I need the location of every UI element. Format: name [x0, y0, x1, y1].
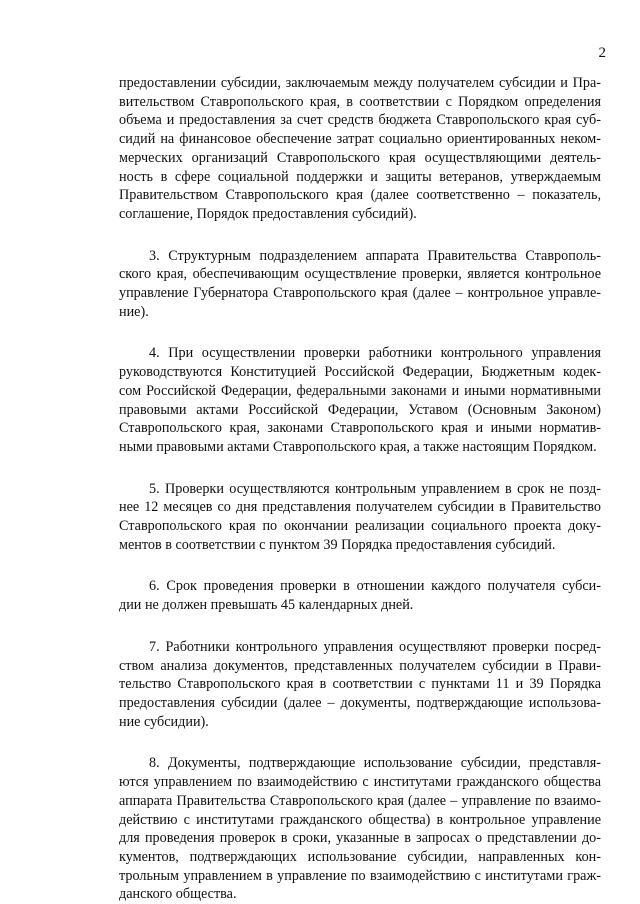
text-line: Ставропольского края по окончании реализации социального проекта доку- — [119, 518, 601, 535]
text-line: ментов в соответствии с пунктом 39 Порядка предоставления субсидий. — [119, 536, 556, 553]
text-line: дии не должен превышать 45 календарных дней. — [119, 597, 414, 614]
text-line: Ставропольского края, законами Ставропольского края и иными норматив- — [119, 420, 601, 437]
text-line: сидий на финансовое обеспечение затрат социально ориентированных неком- — [119, 131, 601, 148]
text-line: 8. Документы, подтверждающие использование субсидии, представля- — [149, 755, 601, 772]
paragraph-8 — [119, 754, 601, 904]
text-line: 5. Проверки осуществляются контрольным управлением в срок не позд- — [149, 480, 601, 497]
text-line: 4. При осуществлении проверки работники контрольного управления — [149, 345, 601, 362]
paragraph-3 — [119, 247, 601, 322]
text-line: сом Российской Федерации, федеральными законами и иными нормативными — [119, 382, 601, 399]
text-line: 6. Срок проведения проверки в отношении каждого получателя субси- — [149, 578, 601, 595]
text-line: управление Губернатора Ставропольского края (далее – контрольное управле- — [119, 285, 601, 302]
text-line: нее 12 месяцев со дня представления получателем субсидии в Правительство — [119, 499, 601, 516]
paragraph-6 — [119, 577, 601, 614]
text-line: соглашение, Порядок предоставления субсидий). — [119, 205, 417, 222]
text-line: ность в сфере социальной поддержки и защиты ветеранов, утверждаемым — [119, 168, 601, 185]
text-line: правовыми актами Российской Федерации, Уставом (Основным Законом) — [119, 401, 601, 418]
text-line: мерческих организаций Ставропольского края осуществляющими деятель- — [119, 149, 601, 166]
paragraph-4 — [119, 344, 601, 456]
text-line: тельство Ставропольского края в соответствии с пунктами 11 и 39 Порядка — [119, 676, 601, 693]
text-line: объема и предоставления за счет средств бюджета Ставропольского края суб- — [119, 112, 601, 129]
page-number: 2 — [598, 45, 606, 61]
text-line: ние). — [119, 303, 149, 320]
text-line: предоставления субсидии (далее – документы, подтверждающие использова- — [119, 694, 601, 711]
text-line: данского общества. — [119, 886, 237, 903]
text-line: 3. Структурным подразделением аппарата Правительства Ставрополь- — [149, 247, 601, 264]
text-line: действию с институтами гражданского общества) в контрольное управление — [119, 811, 601, 828]
text-line: ского края, обеспечивающим осуществление проверки, является контрольное — [119, 266, 601, 283]
paragraph-7 — [119, 638, 601, 732]
text-line: ются управлением по взаимодействию с институтами гражданского общества — [119, 774, 601, 791]
text-line: ными правовыми актами Ставропольского края, а также настоящим Порядком. — [119, 438, 597, 455]
text-line: 7. Работники контрольного управления осуществляют проверки посред- — [149, 638, 601, 655]
text-line: кументов, подтверждающих использование субсидии, направленных кон- — [119, 848, 601, 865]
text-line: Правительством Ставропольского края (далее соответственно – показатель, — [119, 187, 601, 204]
paragraph-5 — [119, 480, 601, 555]
text-line: трольным управлением в управление по взаимодействию с институтами граж- — [119, 867, 601, 884]
paragraph-intro — [119, 74, 601, 224]
text-line: для проведения проверок в сроки, указанные в запросах о представлении до- — [119, 830, 601, 847]
text-line: предоставлении субсидии, заключаемым между получателем субсидии и Пра- — [119, 75, 601, 91]
text-line: вительством Ставропольского края, в соответствии с Порядком определения — [119, 93, 601, 110]
document-body — [119, 74, 601, 904]
text-line: аппарата Правительства Ставропольского края (далее – управление по взаимо- — [119, 792, 601, 809]
text-line: ние субсидии). — [119, 713, 209, 730]
text-line: руководствуются Конституцией Российской Федерации, Бюджетным кодек- — [119, 364, 601, 381]
text-line: ством анализа документов, представленных получателем субсидии в Прави- — [119, 657, 601, 674]
